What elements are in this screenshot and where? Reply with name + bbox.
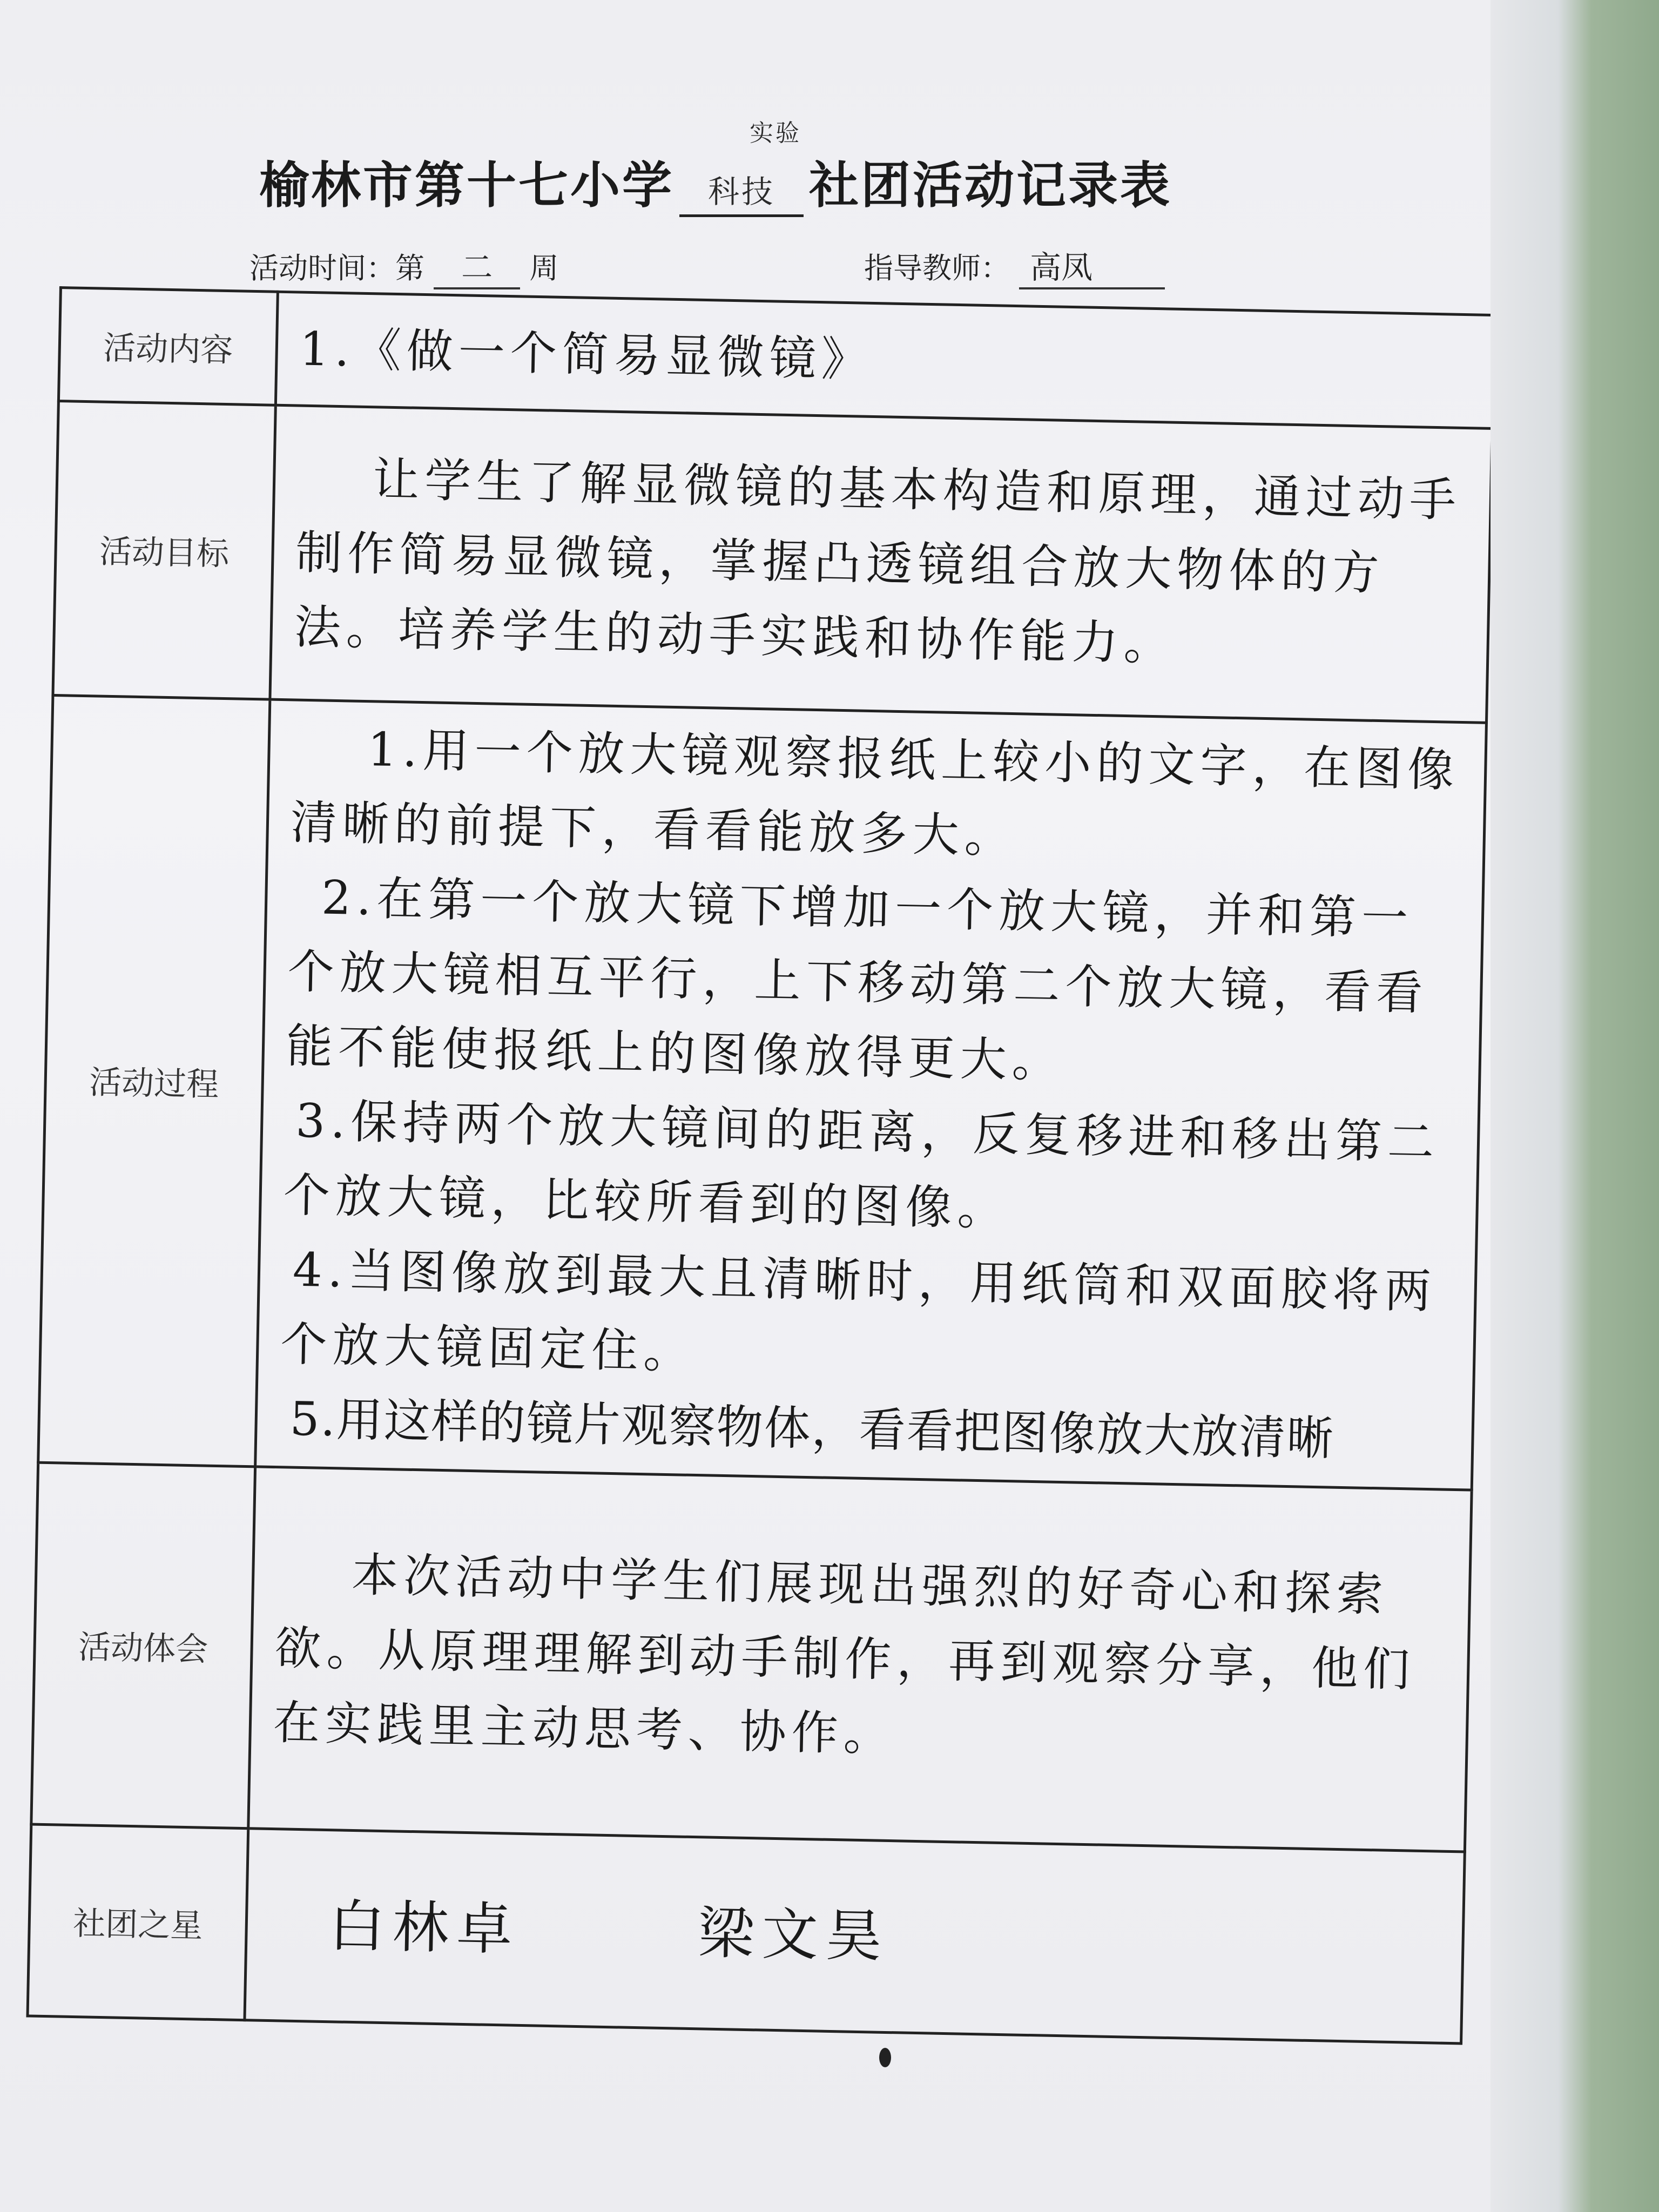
label-reflection: 活动体会: [31, 1462, 255, 1829]
process-steps: [255, 699, 1487, 1490]
time-label: 活动时间：第: [249, 251, 424, 285]
title-school: 榆林市第十七小学: [259, 157, 675, 214]
process-step: 1.用一个放大镜观察报纸上较小的文字，在图像清晰的前提下，看看能放多大。: [290, 723, 1460, 864]
paper-edge-background: [1491, 0, 1659, 2212]
activity-time: [249, 242, 558, 289]
goal-text: 让学生了解显微镜的基本构造和原理，通过动手制作简易显微镜，掌握凸透镜组合放大物体的方法。培养学生的动手实践和协作能力。: [270, 405, 1492, 723]
record-table: [26, 286, 1495, 2045]
content-text: 1.《做一个简易显微镜》: [275, 292, 1494, 428]
teacher-label: 指导教师：: [864, 251, 1010, 285]
form-title: [259, 119, 1285, 217]
label-process: 活动过程: [38, 695, 270, 1466]
title-club-insert: 实验: [750, 119, 802, 147]
label-content: 活动内容: [58, 288, 278, 406]
star-name: 白林卓: [328, 1893, 521, 1963]
label-goal: 活动目标: [53, 401, 275, 700]
title-club-blank: [679, 119, 804, 217]
time-unit: 周: [529, 251, 559, 285]
process-step: 4.当图像放到最大且清晰时，用纸筒和双面胶将两个放大镜固定住。: [280, 1243, 1437, 1379]
row-goal: [53, 401, 1492, 723]
row-reflection: [31, 1462, 1472, 1852]
ink-dot: [879, 2048, 891, 2067]
label-stars: 社团之星: [28, 1824, 248, 2020]
row-stars: [28, 1824, 1465, 2044]
teacher: [864, 242, 1165, 289]
process-step: 2.在第一个放大镜下增加一个放大镜，并和第一个放大镜相互平行，上下移动第二个放大镜，看看能不能使报纸上的图像放得更大。: [286, 871, 1429, 1088]
reflection-text: 本次活动中学生们展现出强烈的好奇心和探索欲。从原理理解到动手制作，再到观察分享，他们在实践里主动思考、协作。: [248, 1467, 1472, 1852]
title-club-name: 科技: [708, 173, 775, 210]
row-process: [38, 695, 1487, 1490]
star-name: 梁文昊: [697, 1900, 890, 1970]
process-step: 5.用这样的镜片观察物体，看看把图像放大放清晰: [289, 1392, 1335, 1466]
stars-cell: [245, 1829, 1465, 2044]
title-suffix: 社团活动记录表: [809, 157, 1172, 214]
teacher-name: 高凤: [1019, 242, 1165, 289]
time-value: 二: [434, 242, 520, 289]
process-step: 3.保持两个放大镜间的距离，反复移进和移出第二个放大镜，比较所看到的图像。: [282, 1094, 1440, 1237]
